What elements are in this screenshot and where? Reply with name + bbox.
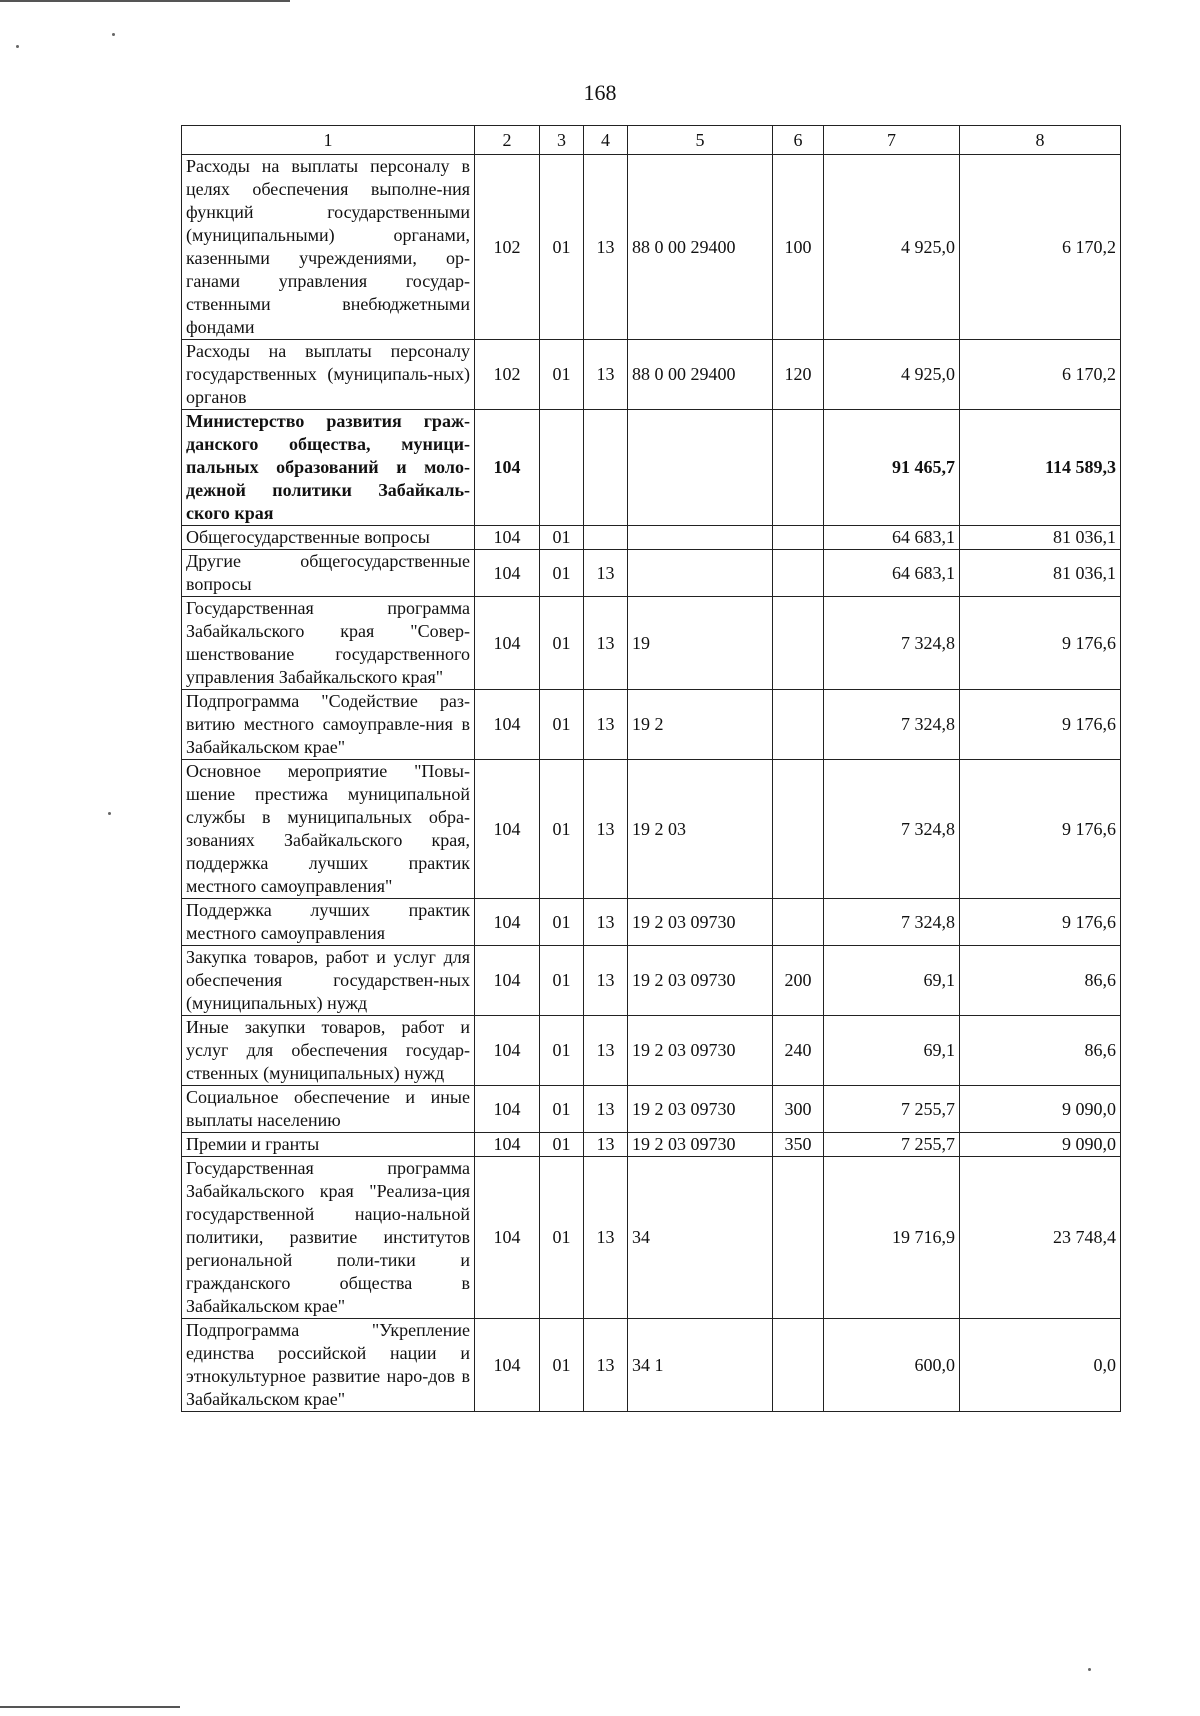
column-header: 5 <box>628 126 773 155</box>
table-row <box>182 340 1121 410</box>
amount-col8: 6 170,2 <box>960 155 1121 340</box>
code-col4: 13 <box>584 899 628 946</box>
code-col3: 01 <box>540 1086 584 1133</box>
row-name: Основное мероприятие "Повы-шение престижа муниципальной службы в муниципальных обра-зованиях Забайкальского края, поддержка лучших практик местного самоуправления" <box>182 760 475 899</box>
code-col3: 01 <box>540 1157 584 1319</box>
code-col2: 104 <box>475 690 540 760</box>
code-col5: 19 <box>628 597 773 690</box>
amount-col8: 81 036,1 <box>960 550 1121 597</box>
code-col3: 01 <box>540 690 584 760</box>
code-col4: 13 <box>584 340 628 410</box>
amount-col8: 81 036,1 <box>960 526 1121 550</box>
code-col3: 01 <box>540 550 584 597</box>
amount-col7: 7 324,8 <box>824 597 960 690</box>
row-name: Иные закупки товаров, работ и услуг для обеспечения государ-ственных (муниципальных) нужд <box>182 1016 475 1086</box>
code-col2: 104 <box>475 410 540 526</box>
code-col4: 13 <box>584 1086 628 1133</box>
code-col6 <box>773 410 824 526</box>
scan-speck <box>1088 1668 1091 1671</box>
code-col2: 104 <box>475 899 540 946</box>
code-col4: 13 <box>584 690 628 760</box>
amount-col7: 91 465,7 <box>824 410 960 526</box>
code-col5: 19 2 03 09730 <box>628 946 773 1016</box>
column-header: 1 <box>182 126 475 155</box>
scan-artifact-bottom-line <box>0 1706 180 1708</box>
code-col2: 102 <box>475 155 540 340</box>
amount-col8: 9 090,0 <box>960 1086 1121 1133</box>
row-name: Подпрограмма "Содействие раз-витию местного самоуправле-ния в Забайкальском крае" <box>182 690 475 760</box>
column-header: 8 <box>960 126 1121 155</box>
row-name: Другие общегосударственные вопросы <box>182 550 475 597</box>
row-name: Премии и гранты <box>182 1133 475 1157</box>
amount-col8: 23 748,4 <box>960 1157 1121 1319</box>
code-col4: 13 <box>584 597 628 690</box>
code-col2: 104 <box>475 1319 540 1412</box>
code-col2: 104 <box>475 1086 540 1133</box>
column-header: 7 <box>824 126 960 155</box>
code-col6 <box>773 597 824 690</box>
amount-col7: 64 683,1 <box>824 526 960 550</box>
amount-col7: 7 255,7 <box>824 1086 960 1133</box>
table-row <box>182 550 1121 597</box>
row-name: Поддержка лучших практик местного самоуправления <box>182 899 475 946</box>
code-col6 <box>773 899 824 946</box>
table-row <box>182 899 1121 946</box>
code-col2: 104 <box>475 1157 540 1319</box>
table-header-row <box>182 126 1121 155</box>
code-col5: 34 1 <box>628 1319 773 1412</box>
code-col4: 13 <box>584 760 628 899</box>
row-name: Общегосударственные вопросы <box>182 526 475 550</box>
amount-col8: 9 176,6 <box>960 690 1121 760</box>
amount-col7: 19 716,9 <box>824 1157 960 1319</box>
code-col3: 01 <box>540 760 584 899</box>
column-header: 4 <box>584 126 628 155</box>
row-name: Государственная программа Забайкальского края "Реализа-ция государственной нацио-нальной политики, развитие институтов региональной поли-тики и гражданского общества в Забайкальском крае" <box>182 1157 475 1319</box>
code-col3: 01 <box>540 1016 584 1086</box>
code-col5 <box>628 410 773 526</box>
amount-col7: 64 683,1 <box>824 550 960 597</box>
code-col4: 13 <box>584 1157 628 1319</box>
code-col2: 102 <box>475 340 540 410</box>
table-row <box>182 597 1121 690</box>
amount-col7: 7 324,8 <box>824 899 960 946</box>
code-col4: 13 <box>584 1016 628 1086</box>
table-row <box>182 526 1121 550</box>
code-col5: 34 <box>628 1157 773 1319</box>
code-col3: 01 <box>540 1319 584 1412</box>
scan-speck <box>112 33 115 36</box>
amount-col7: 7 324,8 <box>824 760 960 899</box>
page-number: 168 <box>583 80 617 105</box>
code-col2: 104 <box>475 550 540 597</box>
amount-col7: 7 324,8 <box>824 690 960 760</box>
code-col2: 104 <box>475 1133 540 1157</box>
code-col3: 01 <box>540 155 584 340</box>
amount-col8: 6 170,2 <box>960 340 1121 410</box>
code-col6: 120 <box>773 340 824 410</box>
amount-col8: 0,0 <box>960 1319 1121 1412</box>
code-col2: 104 <box>475 597 540 690</box>
code-col5: 88 0 00 29400 <box>628 340 773 410</box>
column-header: 2 <box>475 126 540 155</box>
row-name: Социальное обеспечение и иные выплаты населению <box>182 1086 475 1133</box>
code-col6 <box>773 690 824 760</box>
table-row <box>182 1133 1121 1157</box>
table-row <box>182 410 1121 526</box>
column-header: 3 <box>540 126 584 155</box>
code-col5 <box>628 550 773 597</box>
code-col4: 13 <box>584 550 628 597</box>
amount-col8: 9 176,6 <box>960 899 1121 946</box>
table-row <box>182 1086 1121 1133</box>
scan-artifact-top-line <box>0 0 290 2</box>
table-row <box>182 1016 1121 1086</box>
code-col5: 19 2 <box>628 690 773 760</box>
row-name: Закупка товаров, работ и услуг для обеспечения государствен-ных (муниципальных) нужд <box>182 946 475 1016</box>
code-col5: 19 2 03 09730 <box>628 1016 773 1086</box>
column-header: 6 <box>773 126 824 155</box>
amount-col8: 86,6 <box>960 1016 1121 1086</box>
row-name: Министерство развития граж-данского общества, муници-пальных образований и моло-дежной политики Забайкаль-ского края <box>182 410 475 526</box>
amount-col7: 69,1 <box>824 946 960 1016</box>
code-col4: 13 <box>584 155 628 340</box>
amount-col7: 69,1 <box>824 1016 960 1086</box>
code-col6: 300 <box>773 1086 824 1133</box>
table-row <box>182 690 1121 760</box>
row-name: Расходы на выплаты персоналу государственных (муниципаль-ных) органов <box>182 340 475 410</box>
code-col5: 88 0 00 29400 <box>628 155 773 340</box>
code-col6 <box>773 1157 824 1319</box>
code-col6: 100 <box>773 155 824 340</box>
amount-col7: 7 255,7 <box>824 1133 960 1157</box>
amount-col7: 600,0 <box>824 1319 960 1412</box>
table-row <box>182 155 1121 340</box>
code-col5: 19 2 03 09730 <box>628 1086 773 1133</box>
code-col3: 01 <box>540 526 584 550</box>
code-col4 <box>584 526 628 550</box>
code-col6: 350 <box>773 1133 824 1157</box>
code-col3 <box>540 410 584 526</box>
table-row <box>182 1319 1121 1412</box>
code-col6: 240 <box>773 1016 824 1086</box>
table-row <box>182 760 1121 899</box>
amount-col7: 4 925,0 <box>824 155 960 340</box>
code-col4: 13 <box>584 1133 628 1157</box>
code-col3: 01 <box>540 1133 584 1157</box>
amount-col8: 114 589,3 <box>960 410 1121 526</box>
code-col5: 19 2 03 <box>628 760 773 899</box>
amount-col8: 9 176,6 <box>960 760 1121 899</box>
scan-speck <box>16 45 19 48</box>
code-col4: 13 <box>584 946 628 1016</box>
row-name: Подпрограмма "Укрепление единства российской нации и этнокультурное развитие наро-дов в Забайкальском крае" <box>182 1319 475 1412</box>
code-col6 <box>773 760 824 899</box>
code-col2: 104 <box>475 1016 540 1086</box>
scan-speck <box>108 812 111 815</box>
code-col6 <box>773 526 824 550</box>
code-col2: 104 <box>475 760 540 899</box>
code-col5 <box>628 526 773 550</box>
amount-col7: 4 925,0 <box>824 340 960 410</box>
code-col6 <box>773 550 824 597</box>
code-col2: 104 <box>475 946 540 1016</box>
table-row <box>182 1157 1121 1319</box>
row-name: Государственная программа Забайкальского края "Совер-шенствование государственного управления Забайкальского края" <box>182 597 475 690</box>
code-col4 <box>584 410 628 526</box>
code-col6: 200 <box>773 946 824 1016</box>
code-col6 <box>773 1319 824 1412</box>
code-col5: 19 2 03 09730 <box>628 899 773 946</box>
code-col3: 01 <box>540 340 584 410</box>
code-col3: 01 <box>540 946 584 1016</box>
amount-col8: 9 090,0 <box>960 1133 1121 1157</box>
amount-col8: 86,6 <box>960 946 1121 1016</box>
budget-table <box>181 125 1121 1412</box>
code-col4: 13 <box>584 1319 628 1412</box>
amount-col8: 9 176,6 <box>960 597 1121 690</box>
code-col3: 01 <box>540 597 584 690</box>
code-col3: 01 <box>540 899 584 946</box>
code-col2: 104 <box>475 526 540 550</box>
code-col5: 19 2 03 09730 <box>628 1133 773 1157</box>
row-name: Расходы на выплаты персоналу в целях обеспечения выполне-ния функций государственными (муниципальными) органами, казенными учреждениями, ор-ганами управления государ-ственными внебюджетными фондами <box>182 155 475 340</box>
table-row <box>182 946 1121 1016</box>
